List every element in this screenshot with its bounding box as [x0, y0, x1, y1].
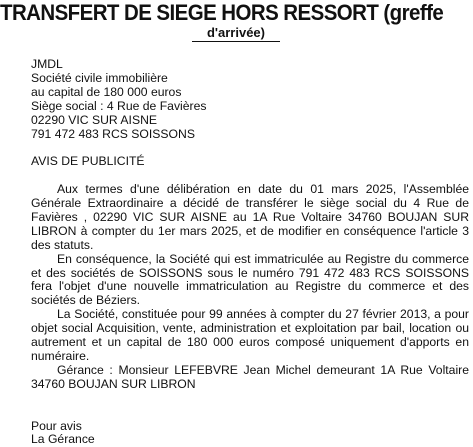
paragraph-registration: En conséquence, la Société qui est immatriculée au Registre du commerce et des sociétés de SOISSONS sous le numéro 791 472 483 RCS SOISSONS fera l'objet d'une nouvelle immatriculation au Registre du commerce et des sociétés de Béziers. [31, 253, 469, 309]
company-legal-form: Société civile immobilière [31, 72, 469, 86]
notice-title: TRANSFERT DE SIEGE HORS RESSORT (greffe [0, 1, 440, 25]
company-block [31, 58, 469, 141]
company-capital: au capital de 180 000 euros [31, 86, 469, 100]
notice-body [31, 58, 469, 447]
company-city: 02290 VIC SUR AISNE [31, 114, 469, 128]
company-address: Siège social : 4 Rue de Favières [31, 100, 469, 114]
closing-block [31, 420, 469, 447]
paragraph-management: Gérance : Monsieur LEFEBVRE Jean Michel demeurant 1A Rue Voltaire 34760 BOUJAN SUR LIBRON [31, 364, 469, 392]
notice-subtitle: d'arrivée) [192, 25, 280, 42]
company-rcs: 791 472 483 RCS SOISSONS [31, 128, 469, 142]
paragraph-purpose: La Société, constituée pour 99 années à compter du 27 février 2013, a pour objet social Acquisition, vente, administration et exploitation par bail, location ou autrement et un capital de 180 000 euros composé uniquement d'apports en numéraire. [31, 308, 469, 364]
paragraph-transfer: Aux termes d'une délibération en date du 01 mars 2025, l'Assemblée Générale Extraordinaire a décidé de transférer le siège social du 4 Rue de Favières , 02290 VIC SUR AISNE au 1A Rue Voltaire 34760 BOUJAN SUR LIBRON à compter du 1er mars 2025, et de modifier en conséquence l'article 3 des statuts. [31, 183, 469, 253]
closing-for-notice: Pour avis [31, 420, 469, 434]
notice-heading: AVIS DE PUBLICITÉ [31, 155, 469, 169]
closing-signatory: La Gérance [31, 433, 469, 447]
company-name: JMDL [31, 58, 469, 72]
